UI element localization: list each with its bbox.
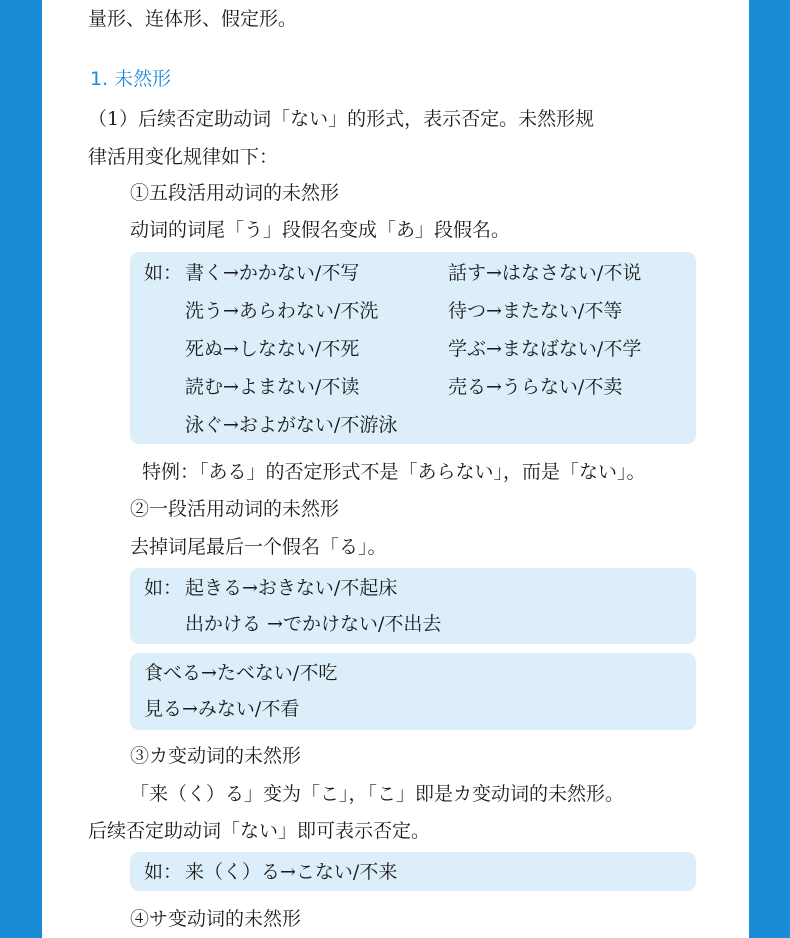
example-item: 読む→よまない/不读 <box>185 376 360 398</box>
godan-title: ①五段活用动词的未然形 <box>130 182 340 204</box>
ichidan-example-box-1 <box>130 568 696 644</box>
intro-line-2: 律活用变化规律如下： <box>88 146 279 168</box>
paragraph-tail: 量形、连体形、假定形。 <box>88 8 298 30</box>
section-heading: 1. 未然形 <box>90 68 172 90</box>
example-item: 見る→みない/不看 <box>144 698 300 720</box>
kahen-example-box <box>130 852 696 891</box>
example-item: 起きる→おきない/不起床 <box>185 577 398 599</box>
kahen-title: ③カ变动词的未然形 <box>130 745 302 767</box>
example-prefix: 如： <box>144 577 183 599</box>
godan-example-box <box>130 252 696 444</box>
example-item: 死ぬ→しなない/不死 <box>185 338 360 360</box>
example-prefix: 如： <box>144 861 183 883</box>
kahen-rule-line-1: 「来（く）る」变为「こ」，「こ」即是カ变动词的未然形。 <box>130 783 625 805</box>
example-item: 話す→はなさない/不说 <box>448 262 642 284</box>
example-item: 泳ぐ→およがない/不游泳 <box>185 414 398 436</box>
sahen-title: ④サ变动词的未然形 <box>130 908 302 930</box>
intro-line-1: （1）后续否定助动词「ない」的形式，表示否定。未然形规 <box>88 108 595 130</box>
ichidan-example-box-2 <box>130 653 696 730</box>
ichidan-title: ②一段活用动词的未然形 <box>130 498 340 520</box>
example-prefix: 如： <box>144 262 183 284</box>
godan-rule: 动词的词尾「う」段假名变成「あ」段假名。 <box>130 219 511 241</box>
example-item: 待つ→またない/不等 <box>448 300 623 322</box>
example-item: 学ぶ→まなばない/不学 <box>448 338 642 360</box>
ichidan-rule: 去掉词尾最后一个假名「る」。 <box>130 536 387 558</box>
example-item: 食べる→たべない/不吃 <box>144 662 338 684</box>
example-item: 出かける →でかけない/不出去 <box>185 613 442 635</box>
example-item: 売る→うらない/不卖 <box>448 376 623 398</box>
godan-special-case: 特例：「ある」的否定形式不是「あらない」，而是「ない」。 <box>142 461 646 483</box>
example-item: 洗う→あらわない/不洗 <box>185 300 379 322</box>
kahen-rule-line-2: 后续否定助动词「ない」即可表示否定。 <box>88 820 431 842</box>
example-item: 書く→かかない/不写 <box>185 262 360 284</box>
example-item: 来（く）る→こない/不来 <box>185 861 398 883</box>
